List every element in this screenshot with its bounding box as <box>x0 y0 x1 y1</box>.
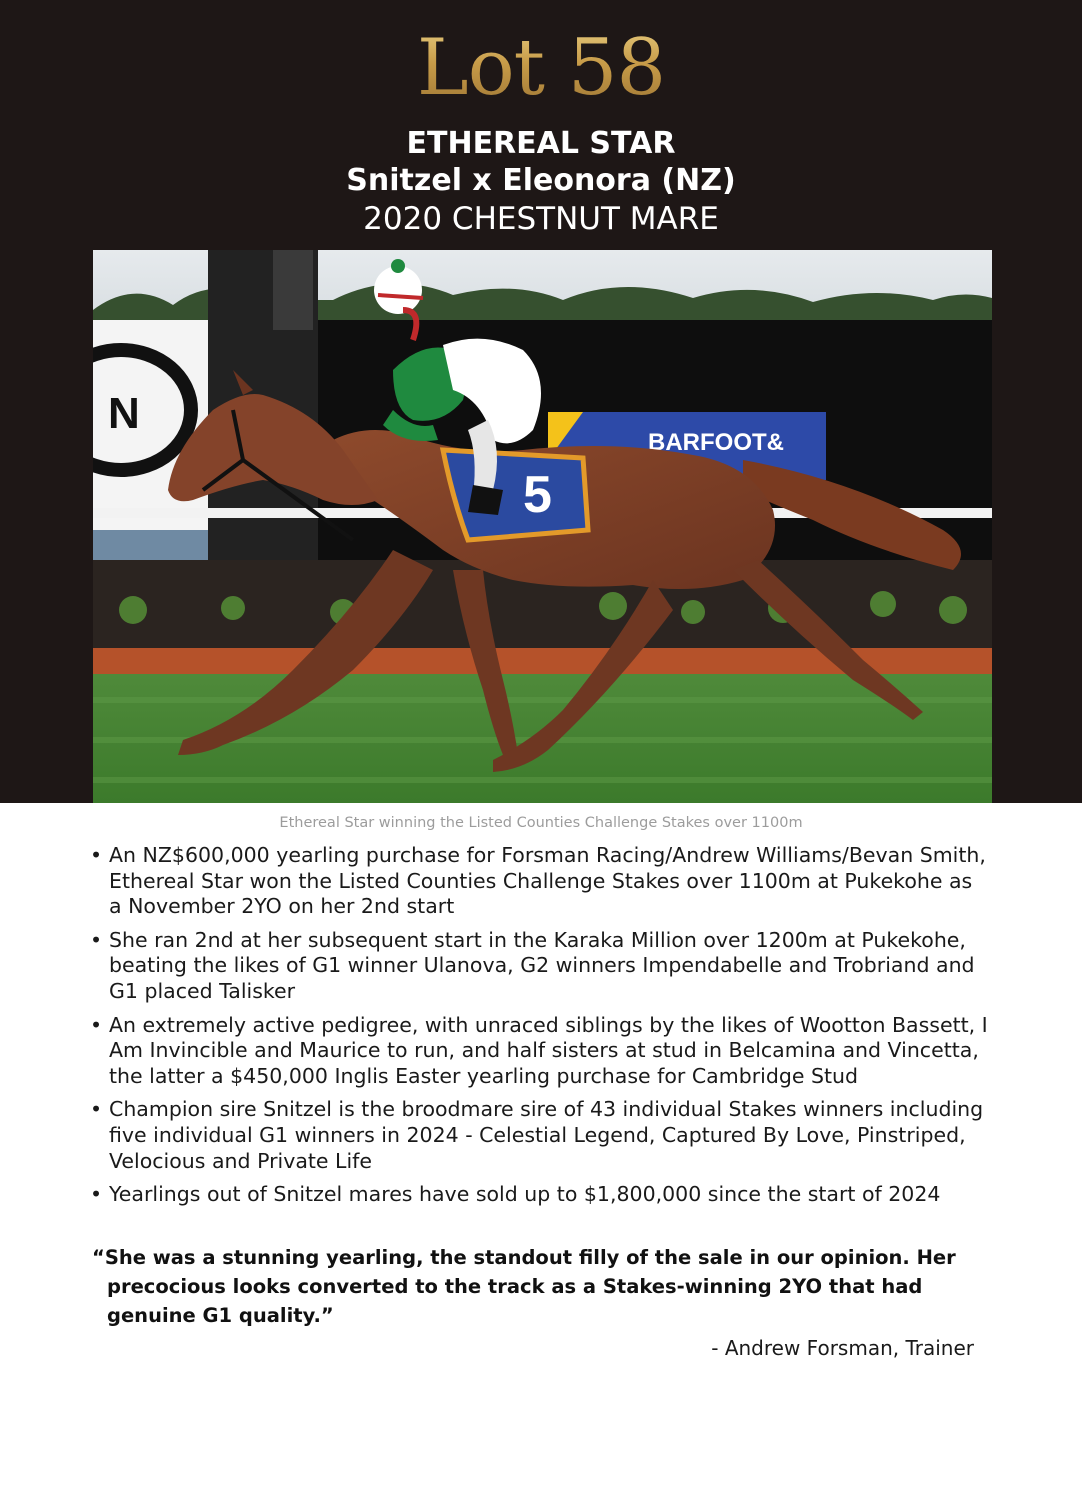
horse-pedigree: Snitzel x Eleonora (NZ) <box>346 163 736 198</box>
lot-title: Lot 58 <box>0 22 1082 114</box>
tower-detail <box>273 250 313 330</box>
saddlecloth <box>443 450 588 540</box>
sponsor-logo-letter: N <box>108 389 140 438</box>
highlight-item: • Champion sire Snitzel is the broodmare sire of 43 individual Stakes winners including five individual G1 winners in 2024 - Celestial Legend, Captured By Love, Pinstriped, Velocious and Private Life <box>88 1097 988 1174</box>
highlight-item: • An NZ$600,000 yearling purchase for Forsman Racing/Andrew Williams/Bevan Smith, Ethereal Star won the Listed Counties Challenge Stakes over 1100m at Pukekohe as a November 2YO on her 2nd start <box>88 843 988 920</box>
highlights-list <box>88 843 988 1216</box>
horse-name: ETHEREAL STAR <box>406 126 676 161</box>
highlight-item: • She ran 2nd at her subsequent start in the Karaka Million over 1200m at Pukekohe, beating the likes of G1 winner Ulanova, G2 winners Impendabelle and Trobriand and G1 placed Talisker <box>88 928 988 1005</box>
trainer-quote: “She was a stunning yearling, the standout filly of the sale in our opinion. Her precocious looks converted to the track as a Stakes-winning 2YO that had genuine G1 quality.” <box>92 1246 956 1327</box>
horse-description: 2020 CHESTNUT MARE <box>363 201 719 237</box>
race-photo-illustration <box>93 250 992 803</box>
highlight-item: • An extremely active pedigree, with unraced siblings by the likes of Wootton Bassett, I Am Invincible and Maurice to run, and half sisters at stud in Belcamina and Vincetta, the latter a $450,000 Inglis Easter yearling purchase for Cambridge Stud <box>88 1013 988 1090</box>
race-photo <box>93 250 992 803</box>
quote-attribution: - Andrew Forsman, Trainer <box>711 1336 974 1360</box>
highlight-item: • Yearlings out of Snitzel mares have sold up to $1,800,000 since the start of 2024 <box>88 1182 988 1208</box>
sponsor-board-text: BARFOOT& <box>648 429 784 456</box>
photo-caption: Ethereal Star winning the Listed Counties Challenge Stakes over 1100m <box>279 815 803 831</box>
saddlecloth-number: 5 <box>523 466 552 524</box>
